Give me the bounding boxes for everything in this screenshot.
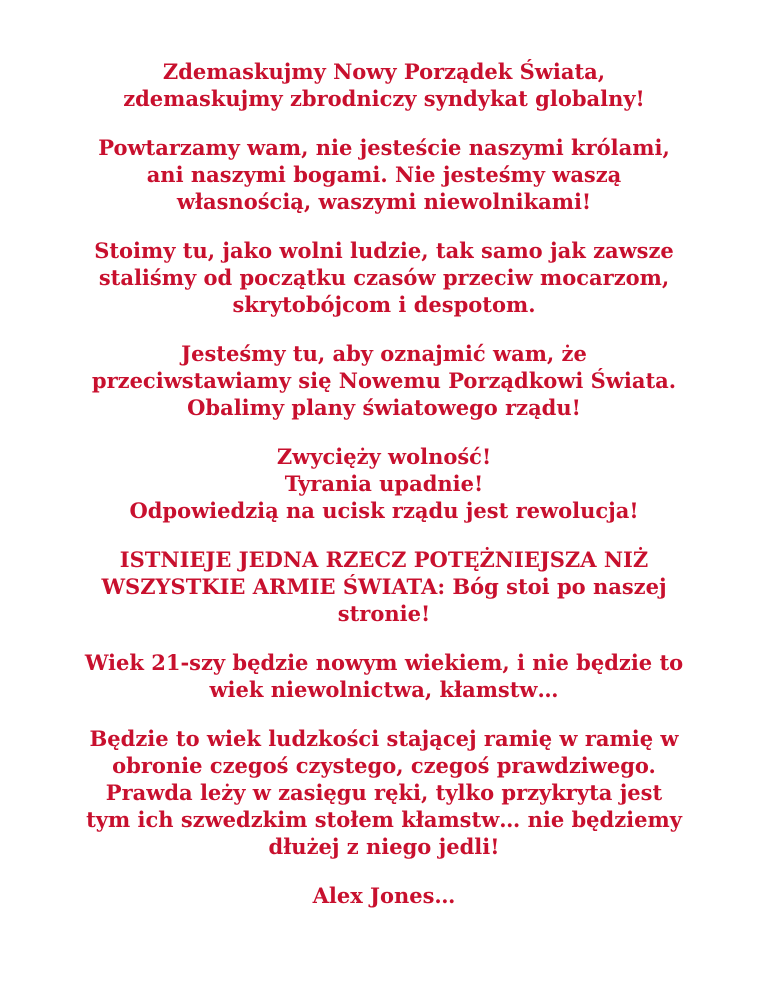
text-line: ani naszymi bogami. Nie jesteśmy waszą: [146, 162, 622, 187]
paragraph-8: [0, 725, 768, 860]
paragraph-5: [0, 443, 768, 524]
paragraph-4: [0, 340, 768, 421]
text-line: przeciwstawiamy się Nowemu Porządkowi Świata.: [91, 368, 677, 393]
text-line: Stoimy tu, jako wolni ludzie, tak samo jak zawsze: [94, 238, 674, 263]
text-line: Zdemaskujmy Nowy Porządek Świata,: [162, 59, 606, 84]
text-line: WSZYSTKIE ARMIE ŚWIATA: Bóg stoi po naszej: [101, 574, 667, 599]
text-line: zdemaskujmy zbrodniczy syndykat globalny!: [123, 86, 645, 111]
text-line: własnością, waszymi niewolnikami!: [176, 189, 592, 214]
text-line: Tyrania upadnie!: [284, 471, 484, 496]
document-body: [0, 58, 768, 931]
paragraph-3: [0, 237, 768, 318]
author-name: Alex Jones…: [312, 883, 456, 908]
paragraph-1: [0, 58, 768, 112]
paragraph-2: [0, 134, 768, 215]
text-line: Będzie to wiek ludzkości stającej ramię w ramię w: [89, 726, 679, 751]
text-line: Wiek 21-szy będzie nowym wiekiem, i nie będzie to: [84, 650, 684, 675]
text-line: staliśmy od początku czasów przeciw mocarzom,: [98, 265, 670, 290]
signature: [0, 882, 768, 909]
text-line: ISTNIEJE JEDNA RZECZ POTĘŻNIEJSZA NIŻ: [119, 547, 649, 572]
text-line: Zwycięży wolność!: [276, 444, 492, 469]
text-line: Powtarzamy wam, nie jesteście naszymi królami,: [98, 135, 670, 160]
text-line: Odpowiedzią na ucisk rządu jest rewolucja!: [129, 498, 639, 523]
text-line: wiek niewolnictwa, kłamstw…: [209, 677, 559, 702]
text-line: skrytobójcom i despotom.: [232, 292, 536, 317]
text-line: stronie!: [337, 601, 431, 626]
text-line: Obalimy plany światowego rządu!: [187, 395, 581, 420]
text-line: Prawda leży w zasięgu ręki, tylko przykryta jest: [105, 780, 663, 805]
paragraph-6: [0, 546, 768, 627]
text-line: tym ich szwedzkim stołem kłamstw… nie będziemy: [86, 807, 682, 832]
text-line: dłużej z niego jedli!: [268, 834, 500, 859]
text-line: Jesteśmy tu, aby oznajmić wam, że: [181, 341, 587, 366]
text-line: obronie czegoś czystego, czegoś prawdziwego.: [112, 753, 656, 778]
paragraph-7: [0, 649, 768, 703]
